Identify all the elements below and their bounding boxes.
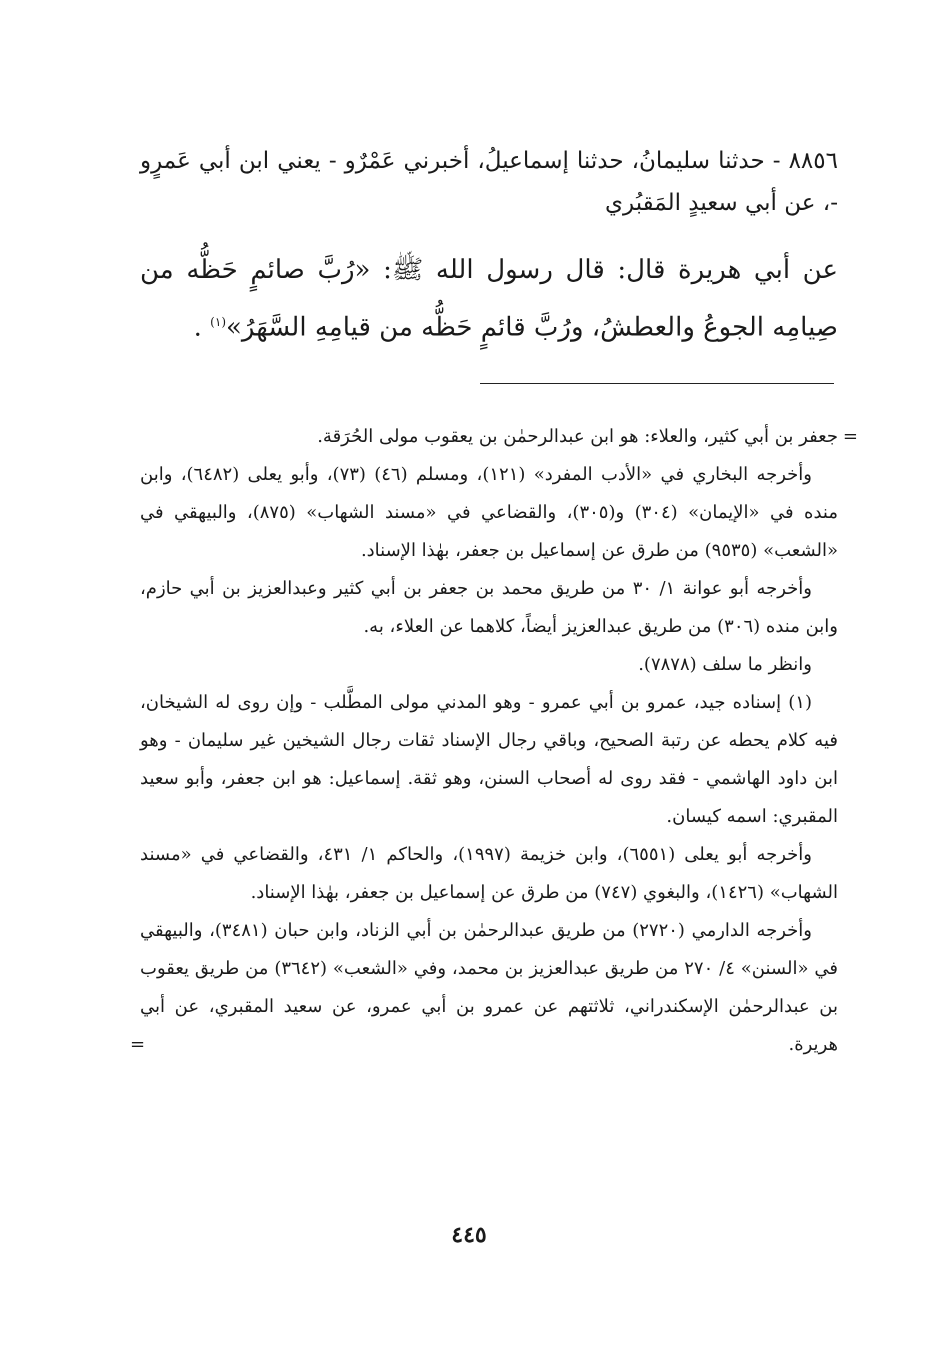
footnote-paragraph-last <box>130 912 838 1064</box>
hadith-matn <box>140 244 838 354</box>
continuation-marker: = <box>842 426 858 447</box>
footnotes-section <box>130 418 858 1064</box>
footnote-paragraph: وانظر ما سلف (٧٨٧٨). <box>638 654 812 675</box>
footnote-separator <box>480 383 834 384</box>
hadith-isnad: ٨٨٥٦ - حدثنا سليمانُ، حدثنا إسماعيلُ، أخبرني عَمْرٌو - يعني ابن أبي عَمرٍو -، عن أبي سعيدٍ المَقبُري <box>140 148 838 216</box>
footnote-paragraph: وأخرجه أبو يعلى (٦٥٥١)، وابن خزيمة (١٩٩٧)، والحاكم ١/ ٤٣١، والقضاعي في «مسند الشهاب» (١٤٢٦)، والبغوي (٧٤٧) من طرق عن إسماعيل بن جعفر، بهٰذا الإسناد. <box>140 844 838 903</box>
page-number: ٤٤٥ <box>451 1222 487 1248</box>
footnote-paragraph: وأخرجه أبو عوانة ١/ ٣٠ من طريق محمد بن جعفر بن أبي كثير وعبدالعزيز بن أبي حازم، وابن منده (٣٠٦) من طريق عبدالعزيز أيضاً، كلاهما عن العلاء، به. <box>140 578 838 637</box>
hadith-matn-text: عن أبي هريرة قال: قال رسول الله ﷺ: «رُبَّ صائمٍ حَظُّه من صِيامِه الجوعُ والعطشُ، ورُبَّ قائمٍ حَظُّه من قيامِهِ السَّهَرُ» <box>140 255 838 343</box>
footnote-p7-text: وأخرجه الدارمي (٢٧٢٠) من طريق عبدالرحمٰن بن أبي الزناد، وابن حبان (٣٤٨١)، والبيهقي في «السنن» ٤/ ٢٧٠ من طريق عبدالعزيز بن محمد، وفي «الشعب» (٣٦٤٢) من طريق يعقوب بن عبدالرحمٰن الإسكندراني، ثلاثتهم عن عمرو بن أبي عمرو، عن سعيد المقبري، عن أبي هريرة. <box>140 920 838 1055</box>
continues-next-page-marker: = <box>130 1034 146 1055</box>
footnote-reference[interactable]: (١) <box>210 315 226 329</box>
hadith-matn-end: . <box>193 312 211 343</box>
footnote-continued-paragraph <box>140 418 858 456</box>
footnote-paragraph: وأخرجه البخاري في «الأدب المفرد» (١٢١)، ومسلم (٤٦) (٧٣)، وأبو يعلى (٦٤٨٢)، وابن منده في «الإيمان» (٣٠٤) و(٣٠٥)، والقضاعي في «مسند الشهاب» (٨٧٥)، والبيهقي في «الشعب» (٩٥٣٥) من طرق عن إسماعيل بن جعفر، بهٰذا الإسناد. <box>140 464 838 561</box>
footnote-1-paragraph: (١) إسناده جيد، عمرو بن أبي عمرو - وهو المدني مولى المطَّلب - وإن روى له الشيخان، فيه كلام يحطه عن رتبة الصحيح، وباقي رجال الإسناد ثقات رجال الشيخين غير سليمان - وهو ابن داود الهاشمي - فقد روى له أصحاب السنن، وهو ثقة. إسماعيل: هو ابن جعفر، وأبو سعيد المقبري: اسمه كيسان. <box>140 692 838 827</box>
footnote-p1-text: جعفر بن أبي كثير، والعلاء: هو ابن عبدالرحمٰن بن يعقوب مولى الحُرَقة. <box>317 426 838 447</box>
